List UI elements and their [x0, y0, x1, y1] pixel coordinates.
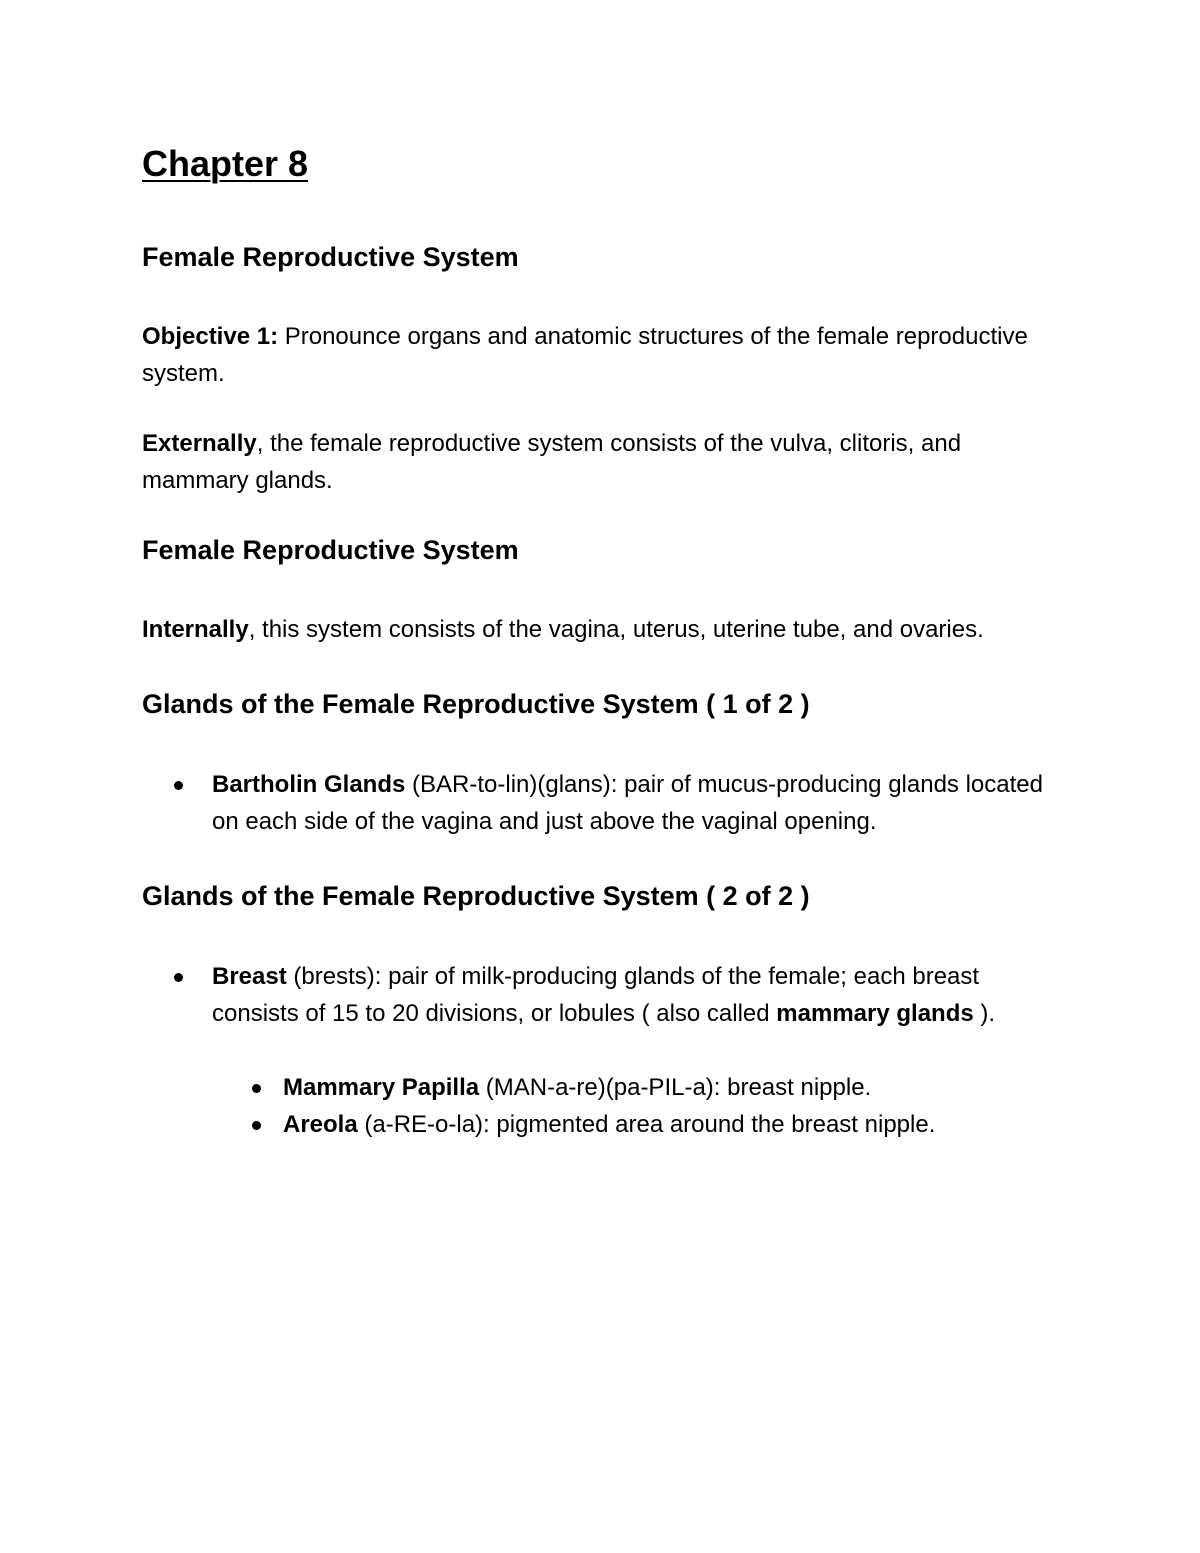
internally-label: Internally	[142, 616, 249, 643]
externally-label: Externally	[142, 430, 257, 457]
list-item-bartholin-glands	[142, 766, 1062, 840]
internally-paragraph	[142, 611, 1062, 648]
bullet-icon	[174, 973, 183, 982]
mammary-papilla-term: Mammary Papilla	[283, 1074, 480, 1101]
list-item-mammary-papilla	[142, 1069, 1062, 1106]
breast-text-end: ).	[973, 1000, 996, 1027]
chapter-title: Chapter 8	[142, 143, 309, 184]
breast-term: Breast	[212, 963, 287, 990]
objective-text: Pronounce organs and anatomic structures of the female reproductive system.	[142, 323, 1028, 387]
areola-term: Areola	[283, 1111, 358, 1138]
section-heading-female-reproductive-system-2: Female Reproductive System	[142, 535, 519, 565]
section-heading-female-reproductive-system: Female Reproductive System	[142, 242, 519, 272]
bullet-icon	[174, 781, 183, 790]
areola-text: (a-RE-o-la): pigmented area around the breast nipple.	[357, 1111, 936, 1138]
section-heading-glands-2-of-2: Glands of the Female Reproductive System ( 2 of 2 )	[142, 881, 810, 911]
bullet-icon	[252, 1084, 261, 1093]
externally-text: , the female reproductive system consists of the vulva, clitoris, and mammary glands.	[142, 430, 962, 494]
objective-paragraph	[142, 318, 1062, 392]
document-page	[142, 140, 1062, 1143]
section-heading-glands-1-of-2: Glands of the Female Reproductive System ( 1 of 2 )	[142, 689, 810, 719]
list-item-breast	[142, 958, 1062, 1032]
externally-paragraph	[142, 425, 1062, 499]
list-item-areola	[142, 1106, 1062, 1143]
breast-text: (brests): pair of milk-producing glands of the female; each breast consists of 15 to 20 divisions, or lobules ( also called	[212, 963, 980, 1027]
glands-list-2	[142, 958, 1062, 1032]
bartholin-text: (BAR-to-lin)(glans): pair of mucus-producing glands located on each side of the vagina and just above the vaginal opening.	[212, 771, 1043, 835]
objective-label: Objective 1:	[142, 323, 279, 350]
mammary-glands-term: mammary glands	[776, 1000, 974, 1027]
internally-text: , this system consists of the vagina, uterus, uterine tube, and ovaries.	[248, 616, 984, 643]
breast-sub-list	[142, 1069, 1062, 1143]
mammary-papilla-text: (MAN-a-re)(pa-PIL-a): breast nipple.	[479, 1074, 872, 1101]
bartholin-term: Bartholin Glands	[212, 771, 406, 798]
bullet-icon	[252, 1121, 261, 1130]
glands-list-1	[142, 766, 1062, 840]
